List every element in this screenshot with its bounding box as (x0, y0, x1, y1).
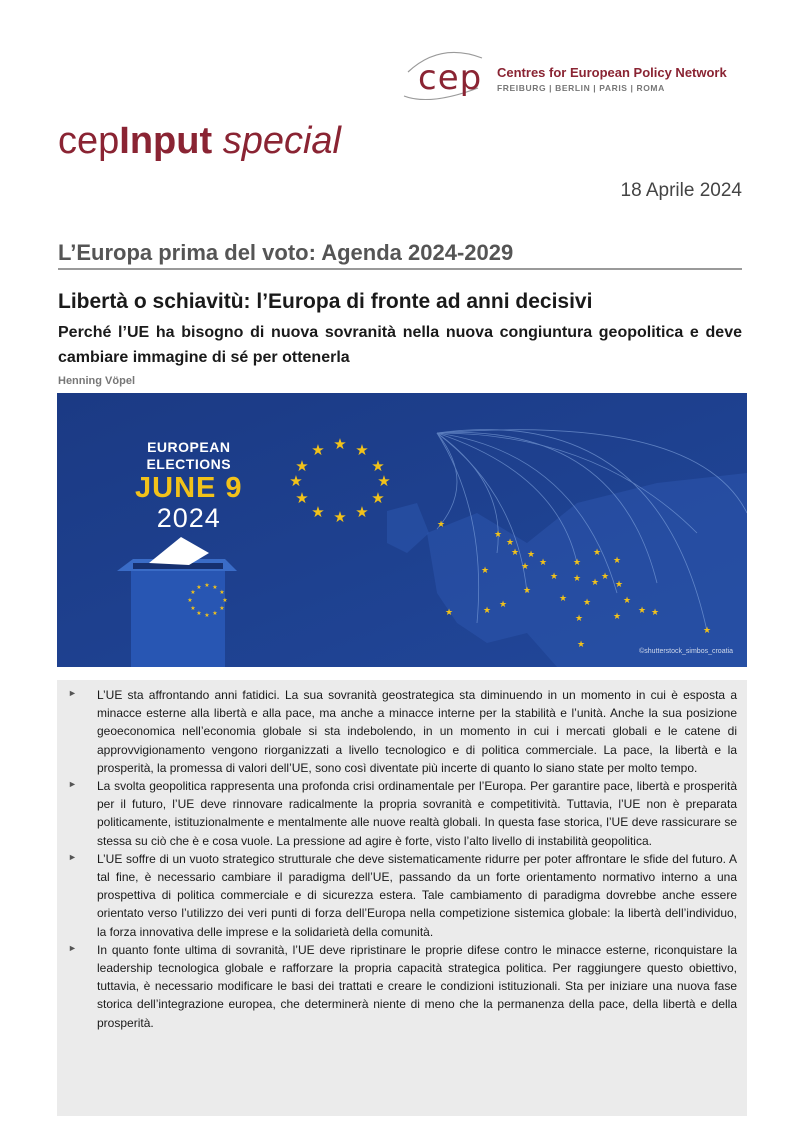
svg-text:★: ★ (702, 626, 712, 636)
section-divider (58, 268, 742, 270)
svg-text:★: ★ (590, 578, 600, 588)
series-italic: special (222, 120, 341, 162)
series-prefix: cep (58, 120, 120, 162)
svg-text:★: ★ (371, 489, 385, 507)
hero-line-1: EUROPEAN (147, 439, 231, 455)
svg-text:★: ★ (222, 597, 228, 604)
svg-text:★: ★ (480, 566, 490, 576)
triangle-bullet-icon: ► (68, 779, 77, 790)
svg-text:★: ★ (333, 508, 347, 526)
svg-text:★: ★ (377, 472, 391, 490)
svg-text:★: ★ (612, 612, 622, 622)
series-title (58, 120, 341, 163)
svg-text:★: ★ (498, 600, 508, 610)
svg-text:★: ★ (204, 612, 210, 619)
svg-text:★: ★ (574, 614, 584, 624)
summary-item (57, 941, 747, 1032)
svg-text:★: ★ (212, 610, 218, 617)
summary-text: L’UE soffre di un vuoto strategico strutturale che deve sistematicamente ridurre per poter affrontare le sfide del futuro. A tal fine, è necessario cambiare il paradigma dell’UE, passando da un forte orientamento normativo interno a una prospettiva di politica commerciale e di sicurezza estera. Tale cambiamento di paradigma dovrebbe anche essere orientato verso l’utilizzo dei veri punti di forza dell’Europa nella competizione sistemica globale: la libertà dell’individuo, la forza innovativa delle imprese e la solidarietà della comunità. (97, 851, 737, 939)
svg-text:★: ★ (190, 589, 196, 596)
summary-text: La svolta geopolitica rappresenta una profonda crisi ordinamentale per l’Europa. Per garantire pace, libertà e prosperità per il futuro, l’UE deve rinnovare radicalmente la propria sovranità e competitività. Tuttavia, l’UE non è preparata politicamente, istituzionalmente e mentalmente alle nuove realtà globali. In questa fase storica, l’UE deve rassicurare se stessa su ciò che è e cosa vuole. La pressione ad agire è forte, visto l’alto livello di instabilità geopolitica. (97, 779, 737, 848)
svg-text:★: ★ (355, 441, 369, 459)
triangle-bullet-icon: ► (68, 688, 77, 698)
svg-text:★: ★ (637, 606, 647, 616)
svg-text:★: ★ (355, 503, 369, 521)
triangle-bullet-icon: ► (68, 942, 77, 953)
series-bold: Input (119, 120, 213, 162)
svg-text:★: ★ (196, 584, 202, 591)
svg-text:★: ★ (600, 572, 610, 582)
svg-text:★: ★ (520, 562, 530, 572)
svg-text:★: ★ (592, 548, 602, 558)
svg-text:★: ★ (493, 530, 503, 540)
summary-item (57, 850, 747, 941)
org-cities: FREIBURG | BERLIN | PARIS | ROMA (497, 83, 665, 93)
svg-text:★: ★ (212, 584, 218, 591)
svg-text:★: ★ (289, 472, 303, 490)
summary-item (57, 686, 747, 777)
svg-text:★: ★ (572, 574, 582, 584)
summary-box (57, 680, 747, 1116)
svg-text:★: ★ (333, 435, 347, 453)
svg-text:★: ★ (538, 558, 548, 568)
hero-line-3: JUNE 9 (135, 472, 243, 504)
summary-text: L’UE sta affrontando anni fatidici. La sua sovranità geostrategica sta diminuendo in un momento in cui è esposta a minacce esterne alla libertà e alla pace, ma anche a minacce interne per la stabilità e l’unità. Anche la sua posizione geoeconomica nell’economia globale si sta indebolendo, in un momento in cui i mercati globali e le catene di approvvigionamento vengono riorganizzati a livello tecnologico e di politica commerciale. La pace, la libertà e la prosperità, la promessa di valori dell’UE, sono così diventate più incerte di quanto lo siano state per molto tempo. (97, 688, 737, 775)
svg-text:★: ★ (576, 640, 586, 650)
svg-text:★: ★ (295, 457, 309, 475)
svg-text:★: ★ (204, 582, 210, 589)
svg-text:★: ★ (572, 558, 582, 568)
svg-text:★: ★ (311, 441, 325, 459)
svg-text:★: ★ (622, 596, 632, 606)
hero-line-4: 2024 (156, 503, 221, 533)
svg-text:★: ★ (219, 589, 225, 596)
hero-line-2: ELECTIONS (146, 456, 232, 472)
svg-text:★: ★ (522, 586, 532, 596)
org-name: Centres for European Policy Network (497, 65, 727, 80)
svg-text:★: ★ (612, 556, 622, 566)
triangle-bullet-icon: ► (68, 851, 77, 862)
svg-text:★: ★ (650, 608, 660, 618)
svg-text:★: ★ (526, 550, 536, 560)
svg-text:★: ★ (614, 580, 624, 590)
summary-item (57, 777, 747, 850)
svg-text:★: ★ (187, 597, 193, 604)
svg-text:★: ★ (219, 605, 225, 612)
logo-wordmark: cep (418, 58, 483, 98)
svg-text:★: ★ (582, 598, 592, 608)
svg-text:★: ★ (482, 606, 492, 616)
publication-date: 18 Aprile 2024 (620, 180, 742, 201)
svg-text:★: ★ (311, 503, 325, 521)
main-title: Libertà o schiavitù: l’Europa di fronte ad anni decisivi (58, 290, 593, 313)
svg-text:★: ★ (371, 457, 385, 475)
summary-text: In quanto fonte ultima di sovranità, l’UE deve ripristinare le proprie difese contro le minacce esterne, riconquistare la leadership tecnologica globale e rafforzare la propria capacità strategica politica. Per raggiungere questo obiettivo, tuttavia, è necessario modificare le basi dei trattati e creare le condizioni istituzionali. Sta per iniziare una nuova fase storica dell’integrazione europea, che determinerà niente di meno che la permanenza della pace, della libertà e della prosperità. (97, 942, 737, 1030)
svg-text:★: ★ (444, 608, 454, 618)
svg-text:★: ★ (436, 520, 446, 530)
svg-text:★: ★ (505, 538, 515, 548)
summary-list (57, 680, 747, 1032)
svg-text:★: ★ (196, 610, 202, 617)
hero-headline (135, 439, 243, 533)
subtitle: Perché l’UE ha bisogno di nuova sovranità nella nuova congiuntura geopolitica e deve cambiare immagine di sé per ottenerla (58, 324, 742, 366)
svg-text:★: ★ (558, 594, 568, 604)
section-title: L’Europa prima del voto: Agenda 2024-2029 (58, 240, 514, 265)
svg-text:★: ★ (295, 489, 309, 507)
author: Henning Vöpel (58, 375, 135, 387)
svg-text:★: ★ (549, 572, 559, 582)
hero-image (57, 393, 747, 667)
cep-logo (400, 48, 760, 100)
svg-text:★: ★ (510, 548, 520, 558)
svg-text:★: ★ (190, 605, 196, 612)
image-credit: ©shutterstock_simbos_croatia (639, 648, 733, 655)
